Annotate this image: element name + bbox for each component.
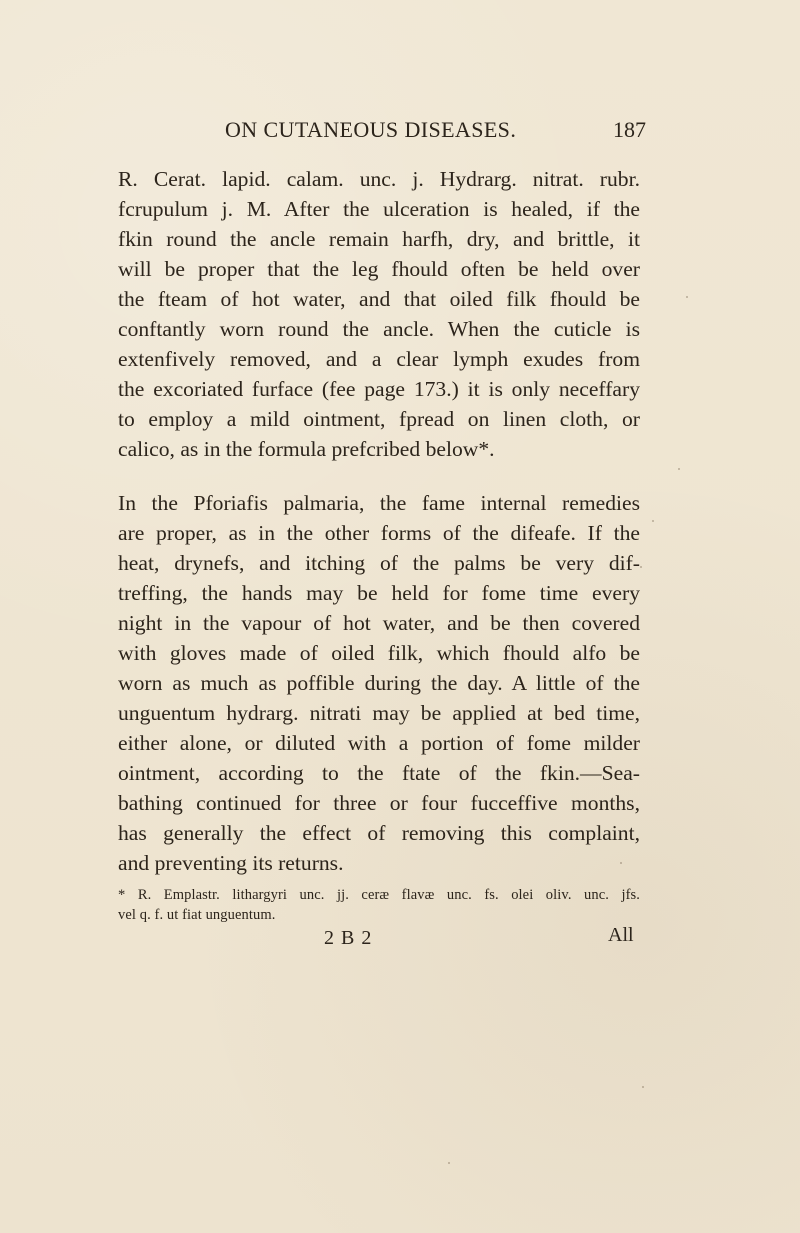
text-line: either alone, or diluted with a portion of fome milder — [118, 731, 640, 755]
paper-speck — [640, 566, 642, 568]
text-line: R. Cerat. lapid. calam. unc. j. Hydrarg. nitrat. rubr. — [118, 167, 640, 191]
text-line: will be proper that the leg fhould often be held over — [118, 257, 640, 281]
footnote-line: * R. Emplastr. lithargyri unc. jj. ceræ flavæ unc. fs. olei oliv. unc. jfs. — [118, 887, 640, 903]
text-line: the fteam of hot water, and that oiled filk fhould be — [118, 287, 640, 311]
paper-speck — [642, 1086, 644, 1088]
text-line: with gloves made of oiled filk, which fhould alfo be — [118, 641, 640, 665]
text-line: night in the vapour of hot water, and be then covered — [118, 611, 640, 635]
paper-speck — [652, 520, 654, 522]
text-line: fkin round the ancle remain harfh, dry, and brittle, it — [118, 227, 640, 251]
text-line: worn as much as poffible during the day. A little of the — [118, 671, 640, 695]
page-header — [225, 113, 655, 147]
text-line: bathing continued for three or four fucceffive months, — [118, 791, 640, 815]
text-line: fcrupulum j. M. After the ulceration is healed, if the — [118, 197, 640, 221]
text-line: ointment, according to the ftate of the fkin.—Sea- — [118, 761, 640, 785]
text-line: treffing, the hands may be held for fome time every — [118, 581, 640, 605]
text-line: calico, as in the formula prefcribed below*. — [118, 437, 495, 461]
paper-speck — [678, 468, 680, 470]
text-line: unguentum hydrarg. nitrati may be applied at bed time, — [118, 701, 640, 725]
text-line: In the Pforiafis palmaria, the fame internal remedies — [118, 491, 640, 515]
signature-mark: 2 B 2 — [324, 927, 373, 949]
text-line: conftantly worn round the ancle. When the cuticle is — [118, 317, 640, 341]
running-title: ON CUTANEOUS DISEASES. — [225, 117, 517, 142]
text-line: the excoriated furface (fee page 173.) it is only neceffary — [118, 377, 640, 401]
text-line: and preventing its returns. — [118, 851, 344, 875]
footnote-line: vel q. f. ut fiat unguentum. — [118, 907, 276, 923]
catchword: All — [608, 924, 634, 946]
text-line: are proper, as in the other forms of the difeafe. If the — [118, 521, 640, 545]
page-number: 187 — [613, 117, 646, 142]
text-line: has generally the effect of removing this complaint, — [118, 821, 640, 845]
text-line: extenfively removed, and a clear lymph exudes from — [118, 347, 640, 371]
text-line: to employ a mild ointment, fpread on linen cloth, or — [118, 407, 640, 431]
text-line: heat, drynefs, and itching of the palms be very dif- — [118, 551, 640, 575]
paper-speck — [448, 1162, 450, 1164]
paper-speck — [686, 296, 688, 298]
